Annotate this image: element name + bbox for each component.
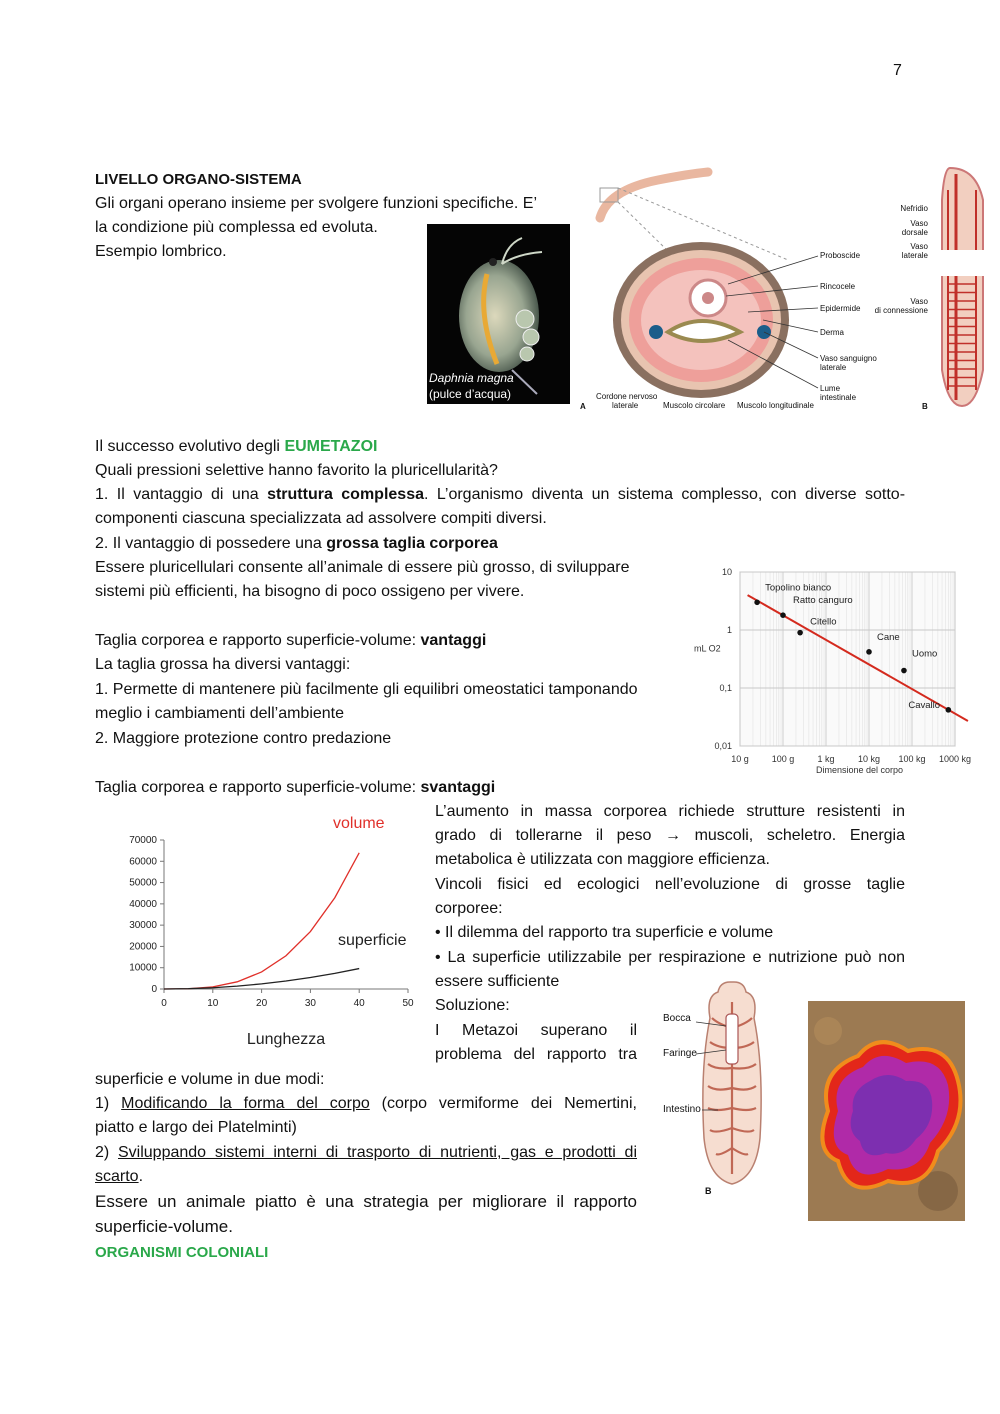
question-line: Quali pressioni selettive hanno favorito la pluricellularità? — [95, 462, 498, 479]
flatworm-panel-label: B — [705, 1186, 712, 1196]
paragraph-line: Essere pluricellulari consente all’animale di essere più grosso, di sviluppare — [95, 559, 630, 576]
underlined-text: Sviluppando sistemi interni di trasporto di nutrienti, gas e prodotti di — [118, 1144, 638, 1161]
right-text-line: corporee: — [435, 900, 503, 917]
label-muscolo-circolare: Muscolo circolare — [663, 401, 726, 410]
label-faringe: Faringe — [663, 1048, 697, 1059]
series-line-volume — [164, 853, 359, 989]
page-number: 7 — [893, 62, 902, 79]
text: Taglia corporea e rapporto superficie-volume: — [95, 632, 421, 649]
x-tick-label: 40 — [353, 998, 365, 1009]
label-nefridio: Nefridio — [900, 204, 928, 213]
series-label-volume: volume — [333, 815, 385, 832]
y-tick-label: 0 — [151, 984, 157, 995]
panel-label-a: A — [580, 402, 586, 411]
point-label: Uomo — [911, 648, 938, 660]
label-bocca: Bocca — [663, 1013, 691, 1024]
label-lume: Lume — [820, 384, 841, 393]
text: 2. Il vantaggio di possedere una — [95, 535, 327, 552]
eumetazoi-intro — [95, 435, 377, 459]
right-text-line: metabolica è utilizzata con maggiore efficienza. — [435, 851, 770, 868]
point-label: Citello — [810, 616, 837, 628]
solution-2-line-2 — [95, 1165, 143, 1189]
point-label: Ratto canguro — [793, 595, 853, 607]
x-tick-label: 10 kg — [857, 754, 881, 764]
bullet-line: • La superficie utilizzabile per respirazione e nutrizione può non — [435, 949, 905, 966]
x-tick-label: 100 kg — [898, 754, 926, 764]
point-1-line-2: componenti ciascuna specializzata ad assolvere compiti diversi. — [95, 510, 547, 527]
label-vaso-laterale: Vaso — [910, 242, 928, 251]
label-vaso-laterale-2: laterale — [901, 251, 928, 260]
y-tick-label: 0,1 — [719, 683, 732, 693]
point-label: Cane — [877, 631, 900, 643]
paragraph-line: sistemi più efficienti, ha bisogno di poco ossigeno per vivere. — [95, 583, 525, 600]
right-text-line: problema del rapporto tra — [435, 1046, 637, 1063]
worm-connecting-vessels — [946, 280, 980, 395]
y-tick-label: 30000 — [129, 920, 157, 932]
bullet-line: • Il dilemma del rapporto tra superficie e volume — [435, 924, 774, 941]
text: Taglia corporea e rapporto superficie-volume: — [95, 779, 421, 796]
y-tick-label: 1 — [726, 625, 732, 635]
underlined-text: Modificando la forma del corpo — [121, 1095, 370, 1112]
label-intestino: Intestino — [663, 1104, 701, 1115]
data-point — [754, 600, 760, 606]
surface-volume-chart — [110, 804, 430, 1054]
paragraph-line: 2. Maggiore protezione contro predazione — [95, 730, 392, 747]
label-cordone-nervoso-2: laterale — [612, 401, 639, 410]
label-muscolo-longitudinale: Muscolo longitudinale — [737, 401, 814, 410]
data-point — [797, 630, 803, 636]
x-tick-label: 50 — [402, 998, 414, 1009]
right-text-line: Vincoli fisici ed ecologici nell’evoluzione di grosse taglie — [435, 876, 905, 893]
y-tick-label: 50000 — [129, 877, 157, 889]
y-axis-label: mL O2 — [694, 643, 721, 654]
svantaggi-title — [95, 776, 495, 800]
label-vaso-connessione-2: di connessione — [874, 306, 928, 315]
right-text-line: L’aumento in massa corporea richiede strutture resistenti in — [435, 803, 905, 820]
y-tick-label: 0,01 — [714, 741, 732, 751]
worm-anatomy-figure — [578, 160, 1000, 416]
data-point — [946, 707, 952, 713]
y-tick-label: 60000 — [129, 856, 157, 868]
text: . L’organismo diventa un sistema complesso, con diverse sotto- — [424, 486, 906, 503]
label-vaso-sanguigno: Vaso sanguigno — [820, 354, 877, 363]
point-label: Cavallo — [908, 699, 941, 711]
solution-1-line — [95, 1092, 637, 1116]
panel-label-b: B — [922, 402, 928, 411]
y-tick-label: 10 — [721, 567, 732, 577]
metabolic-rate-chart — [690, 562, 972, 784]
y-tick-label: 10000 — [129, 962, 157, 974]
conclusion-line: superficie-volume. — [95, 1217, 233, 1236]
paragraph-line: Gli organi operano insieme per svolgere funzioni specifiche. E’ — [95, 195, 538, 212]
right-text-line: Soluzione: — [435, 997, 510, 1014]
underlined-text: scarto — [95, 1168, 139, 1185]
y-tick-label: 70000 — [129, 835, 157, 846]
right-text-line: essere sufficiente — [435, 973, 560, 990]
point-2-line — [95, 532, 498, 556]
paragraph-line: meglio i cambiamenti dell’ambiente — [95, 705, 345, 722]
point-label: Topolino bianco — [765, 582, 832, 594]
text: 1) — [95, 1095, 122, 1112]
x-tick-label: 1000 kg — [938, 754, 972, 764]
point-1-line-1 — [95, 483, 905, 507]
y-tick-label: 20000 — [129, 941, 157, 953]
x-axis-label: Dimensione del corpo — [815, 765, 904, 775]
bold-text: svantaggi — [420, 779, 496, 796]
x-tick-label: 30 — [304, 998, 316, 1009]
label-vaso-connessione: Vaso — [910, 297, 928, 306]
daphnia-caption-common: (pulce d’acqua) — [429, 387, 512, 401]
right-text-line: grado di tollerarne il peso → muscoli, scheletro. Energia — [435, 827, 905, 844]
paragraph-line: la condizione più complessa ed evoluta. — [95, 219, 378, 236]
label-lume-2: intestinale — [820, 393, 857, 402]
x-tick-label: 20 — [256, 998, 268, 1009]
daphnia-caption-species: Daphnia magna — [429, 371, 514, 385]
label-cordone-nervoso: Cordone nervoso — [596, 392, 658, 401]
paragraph-line: La taglia grossa ha diversi vantaggi: — [95, 656, 351, 673]
organismi-coloniali-heading: ORGANISMI COLONIALI — [95, 1244, 269, 1261]
conclusion-line: Essere un animale piatto è una strategia per migliorare il rapporto — [95, 1192, 637, 1211]
label-rincocele: Rincocele — [820, 282, 856, 291]
data-point — [780, 612, 786, 618]
paragraph-line: piatto e largo dei Platelminti) — [95, 1119, 297, 1136]
x-tick-label: 1 kg — [817, 754, 835, 764]
x-tick-label: 0 — [161, 998, 167, 1009]
label-derma: Derma — [820, 328, 845, 337]
x-tick-label: 10 g — [731, 754, 749, 764]
paragraph-line: Esempio lombrico. — [95, 243, 227, 260]
intro-text: Il successo evolutivo degli — [95, 438, 285, 455]
text: 2) — [95, 1144, 118, 1161]
bold-text: struttura complessa — [267, 486, 424, 503]
section-heading-livello: LIVELLO ORGANO-SISTEMA — [95, 171, 302, 188]
right-text-line: I Metazoi superano il — [435, 1022, 637, 1039]
x-tick-label: 100 g — [771, 754, 795, 764]
x-tick-label: 10 — [207, 998, 219, 1009]
bold-text: vantaggi — [420, 632, 487, 649]
label-vaso-dorsale: Vaso — [910, 219, 928, 228]
label-vaso-sanguigno-2: laterale — [820, 363, 847, 372]
flatworm-photo — [808, 1001, 965, 1221]
label-epidermide: Epidermide — [820, 304, 861, 313]
text: (corpo vermiforme dei Nemertini, — [369, 1095, 638, 1112]
label-vaso-dorsale-2: dorsale — [901, 228, 928, 237]
eumetazoi-highlight: EUMETAZOI — [284, 438, 378, 455]
vantaggi-title — [95, 629, 486, 653]
paragraph-line: 1. Permette di mantenere più facilmente gli equilibri omeostatici tamponando — [95, 681, 638, 698]
data-point — [901, 668, 907, 674]
text: 1. Il vantaggio di una — [95, 486, 268, 503]
daphnia-photo — [427, 224, 570, 404]
solution-2-line — [95, 1141, 637, 1165]
text: . — [138, 1168, 144, 1185]
flatworm-diagram — [660, 978, 800, 1200]
y-tick-label: 40000 — [129, 898, 157, 910]
data-point — [866, 649, 872, 655]
paragraph-line: superficie e volume in due modi: — [95, 1071, 325, 1088]
bold-text: grossa taglia corporea — [326, 535, 498, 552]
x-axis-label: Lunghezza — [246, 1031, 326, 1048]
series-label-superficie: superficie — [338, 932, 407, 949]
label-proboscide: Proboscide — [820, 251, 861, 260]
